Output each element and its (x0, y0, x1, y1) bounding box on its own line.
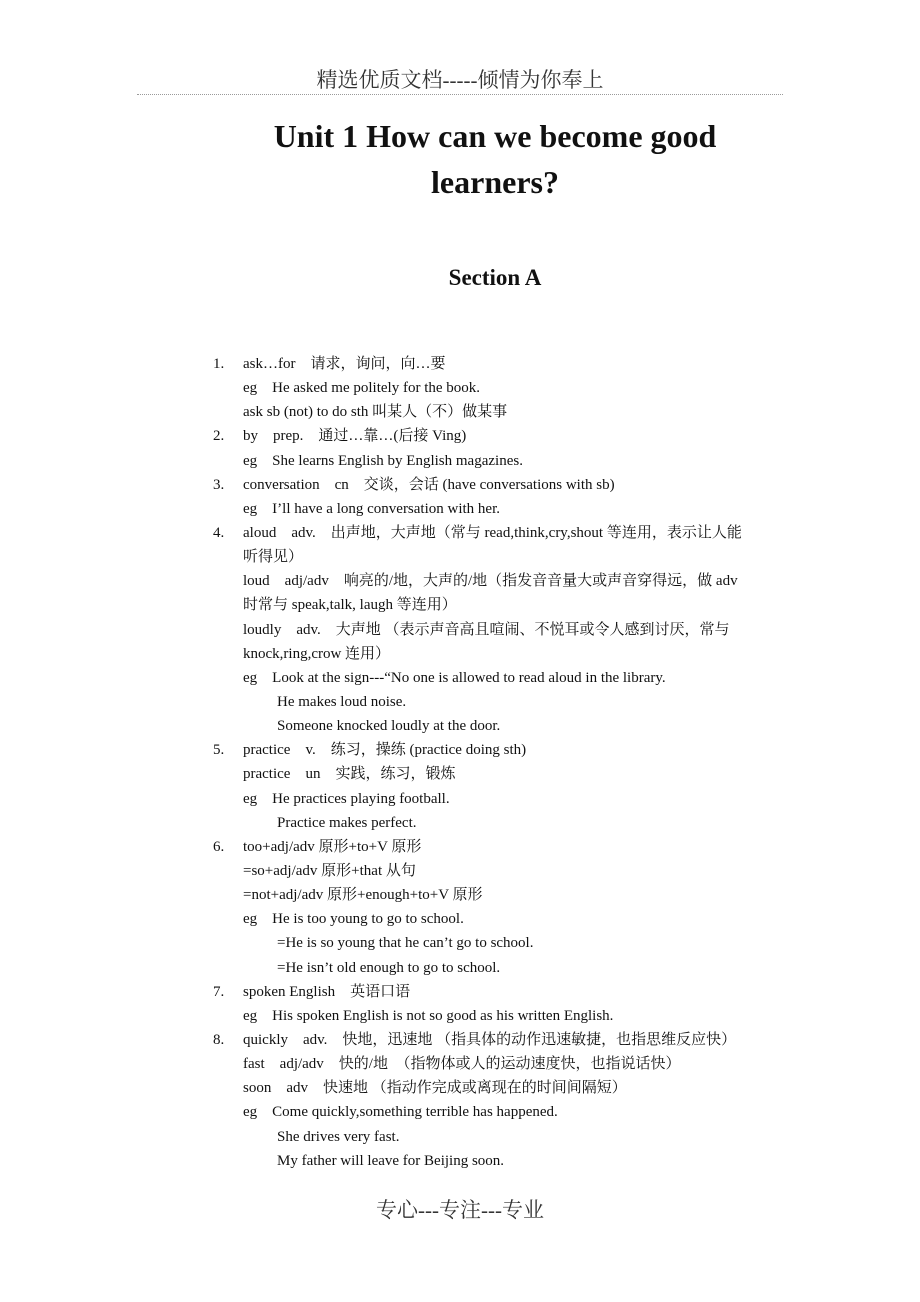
line-text: eg She learns English by English magazines. (243, 452, 523, 469)
item-number: 1. (213, 356, 225, 372)
page-header: 精选优质文档-----倾情为你奉上 (316, 68, 604, 92)
line-text: aloud adv. 出声地，大声地（常与 read,think,cry,shout 等连用，表示让人能 (243, 524, 742, 541)
line-text: practice v. 练习，操练 (practice doing sth) (243, 742, 527, 759)
line-text: loudly adv. 大声地 （表示声音高且喧闹、不悦耳或令人感到讨厌，常与 (243, 621, 730, 638)
list-item-start (213, 521, 793, 545)
page-footer: 专心---专注---专业 (376, 1198, 544, 1222)
list-line (213, 545, 793, 569)
line-text: quickly adv. 快地，迅速地 （指具体的动作迅速敏捷，也指思维反应快） (243, 1031, 737, 1048)
item-number: 6. (213, 838, 225, 855)
document-title (120, 113, 870, 205)
list-item-start (213, 980, 793, 1004)
vocabulary-list (213, 352, 793, 1173)
line-text: =so+adj/adv 原形+that 从句 (243, 862, 416, 879)
list-line (213, 690, 793, 714)
list-line (213, 956, 793, 980)
list-line (213, 449, 793, 473)
line-text: =He isn’t old enough to go to school. (277, 959, 501, 976)
item-number: 2. (213, 428, 225, 445)
title-line-1: Unit 1 How can we become good (273, 118, 717, 154)
line-text: conversation cn 交谈，会话 (have conversations with sb) (243, 476, 615, 493)
line-text: too+adj/adv 原形+to+V 原形 (243, 838, 422, 855)
line-text: eg Come quickly,something terrible has happened. (243, 1104, 558, 1121)
list-line (213, 859, 793, 883)
list-item-start (213, 424, 793, 448)
list-line (213, 497, 793, 521)
line-text: knock,ring,crow 连用） (243, 645, 391, 662)
list-line (213, 762, 793, 786)
line-text: =not+adj/adv 原形+enough+to+V 原形 (243, 887, 483, 904)
header-divider (137, 94, 783, 95)
line-text: ask sb (not) to do sth 叫某人（不）做某事 (243, 404, 508, 421)
list-line (213, 787, 793, 811)
list-line (213, 400, 793, 424)
list-line (213, 376, 793, 400)
list-line (213, 1149, 793, 1173)
item-number: 3. (213, 476, 225, 493)
line-text: eg He practices playing football. (243, 790, 450, 807)
list-item-start (213, 738, 793, 762)
line-text: =He is so young that he can’t go to school. (277, 935, 534, 952)
list-item-start (213, 1028, 793, 1052)
item-number: 4. (213, 524, 225, 541)
item-number: 7. (213, 983, 225, 1000)
line-text: She drives very fast. (277, 1128, 400, 1145)
list-line (213, 714, 793, 738)
list-line (213, 811, 793, 835)
list-line (213, 1004, 793, 1028)
list-line (213, 907, 793, 931)
line-text: Someone knocked loudly at the door. (277, 718, 501, 735)
list-line (213, 1100, 793, 1124)
list-item-start (213, 835, 793, 859)
list-line (213, 642, 793, 666)
line-text: practice un 实践，练习，锻炼 (243, 766, 456, 783)
line-text: fast adj/adv 快的/地 （指物体或人的运动速度快，也指说话快） (243, 1056, 681, 1073)
list-line (213, 593, 793, 617)
line-text: ask…for 请求，询问，向…要 (243, 356, 446, 372)
line-text: by prep. 通过…靠…(后接 Ving) (243, 428, 467, 445)
line-text: My father will leave for Beijing soon. (277, 1152, 505, 1169)
item-number: 5. (213, 742, 225, 759)
item-number: 8. (213, 1031, 225, 1048)
list-line (213, 1076, 793, 1100)
list-item-start (213, 352, 793, 376)
line-text: He makes loud noise. (277, 693, 407, 710)
list-line (213, 931, 793, 955)
line-text: eg He asked me politely for the book. (243, 380, 481, 397)
list-line (213, 666, 793, 690)
line-text: 时常与 speak,talk, laugh 等连用） (243, 597, 457, 614)
list-item-start (213, 473, 793, 497)
line-text: Practice makes perfect. (277, 814, 417, 831)
line-text: spoken English 英语口语 (243, 983, 411, 1000)
list-line (213, 1125, 793, 1149)
title-line-2: learners? (431, 164, 559, 200)
list-line (213, 1052, 793, 1076)
section-heading: Section A (448, 265, 542, 290)
line-text: soon adv 快速地 （指动作完成或离现在的时间间隔短） (243, 1080, 627, 1097)
line-text: loud adj/adv 响亮的/地，大声的/地（指发音音量大或声音穿得远，做 adv (243, 573, 738, 590)
line-text: 听得见） (243, 549, 304, 566)
list-line (213, 618, 793, 642)
line-text: eg His spoken English is not so good as his written English. (243, 1007, 614, 1024)
list-line (213, 883, 793, 907)
line-text: eg I’ll have a long conversation with her. (243, 500, 501, 517)
line-text: eg He is too young to go to school. (243, 911, 464, 928)
list-line (213, 569, 793, 593)
line-text: eg Look at the sign---“No one is allowed to read aloud in the library. (243, 669, 666, 686)
